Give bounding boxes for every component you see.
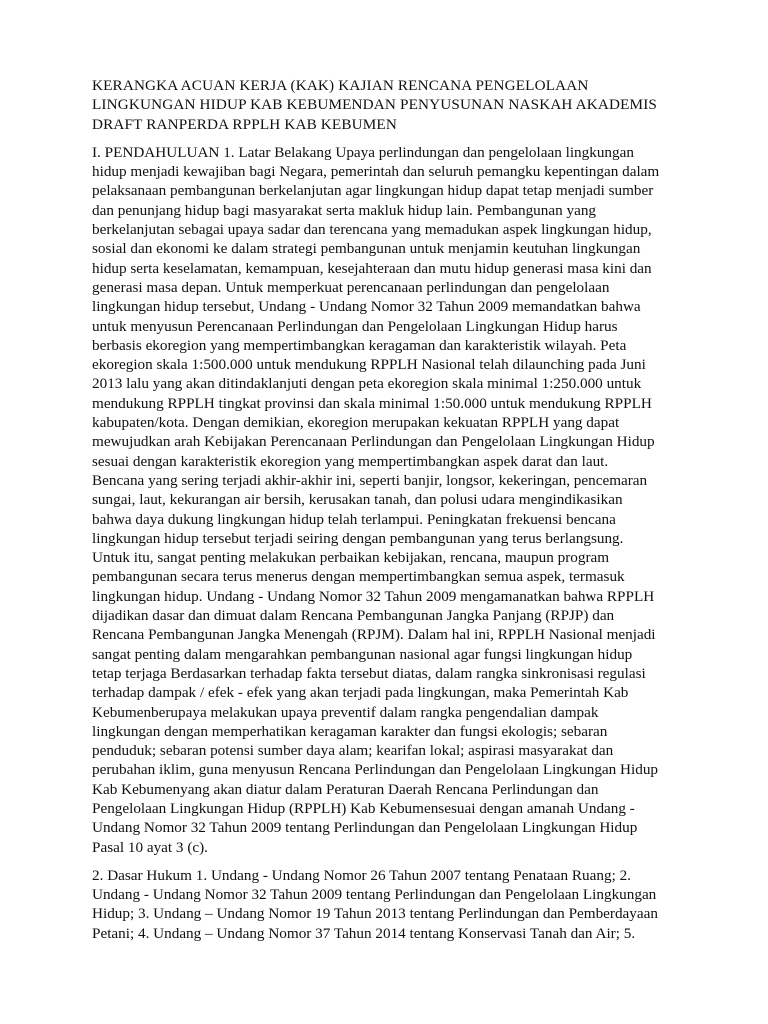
paragraph-pendahuluan: I. PENDAHULUAN 1. Latar Belakang Upaya perlindungan dan pengelolaan lingkungan hidup menjadi kewajiban bagi Negara, pemerintah dan seluruh pemangku kepentingan dalam pelaksanaan pembangunan berkelanjutan agar lingkungan hidup dapat tetap menjadi sumber dan penunjang hidup bagi masyarakat serta makluk hidup lain. Pembangunan yang berkelanjutan sebagai upaya sadar dan terencana yang memadukan aspek lingkungan hidup, sosial dan ekonomi ke dalam strategi pembangunan untuk menjamin keutuhan lingkungan hidup serta keselamatan, kemampuan, kesejahteraan dan mutu hidup generasi masa kini dan generasi masa depan. Untuk memperkuat perencanaan perlindungan dan pengelolaan lingkungan hidup tersebut, Undang - Undang Nomor 32 Tahun 2009 memandatkan bahwa untuk menyusun Perencanaan Perlindungan dan Pengelolaan Lingkungan Hidup harus berbasis ekoregion yang mempertimbangkan keragaman dan karakteristik wilayah. Peta ekoregion skala 1:500.000 untuk mendukung RPPLH Nasional telah dilaunching pada Juni 2013 lalu yang akan ditindaklanjuti dengan peta ekoregion skala minimal 1:250.000 untuk mendukung RPPLH tingkat provinsi dan skala minimal 1:50.000 untuk mendukung RPPLH kabupaten/kota. Dengan demikian, ekoregion merupakan kekuatan RPPLH yang dapat mewujudkan arah Kebijakan Perencanaan Perlindungan dan Pengelolaan Lingkungan Hidup sesuai dengan karakteristik ekoregion yang mempertimbangkan aspek darat dan laut. Bencana yang sering terjadi akhir-akhir ini, seperti banjir, longsor, kekeringan, pencemaran sungai, laut, kekurangan air bersih, kerusakan tanah, dan polusi udara mengindikasikan bahwa daya dukung lingkungan hidup telah terlampui. Peningkatan frekuensi bencana lingkungan hidup tersebut terjadi seiring dengan pembangunan yang terus berlangsung. Untuk itu, sangat penting melakukan perbaikan kebijakan, rencana, maupun program pembangunan secara terus menerus dengan mempertimbangkan semua aspek, termasuk lingkungan hidup. Undang - Undang Nomor 32 Tahun 2009 mengamanatkan bahwa RPPLH dijadikan dasar dan dimuat dalam Rencana Pembangunan Jangka Panjang (RPJP) dan Rencana Pembangunan Jangka Menengah (RPJM). Dalam hal ini, RPPLH Nasional menjadi sangat penting dalam mengarahkan pembangunan nasional agar fungsi lingkungan hidup tetap terjaga Berdasarkan terhadap fakta tersebut diatas, dalam rangka sinkronisasi regulasi terhadap dampak / efek - efek yang akan terjadi pada lingkungan, maka Pemerintah Kab Kebumenberupaya melakukan upaya preventif dalam rangka pengendalian dampak lingkungan dengan memperhatikan keragaman karakter dan fungsi ekologis; sebaran penduduk; sebaran potensi sumber daya alam; kearifan lokal; aspirasi masyarakat dan perubahan iklim, guna menyusun Rencana Perlindungan dan Pengelolaan Lingkungan Hidup Kab Kebumenyang akan diatur dalam Peraturan Daerah Rencana Perlindungan dan Pengelolaan Lingkungan Hidup (RPPLH) Kab Kebumensesuai dengan amanah Undang - Undang Nomor 32 Tahun 2009 tentang Perlindungan dan Pengelolaan Lingkungan Hidup Pasal 10 ayat 3 (c).	[92, 143, 660, 856]
document-page	[92, 76, 692, 952]
document-title: KERANGKA ACUAN KERJA (KAK) KAJIAN RENCANA PENGELOLAAN LINGKUNGAN HIDUP KAB KEBUMENDAN PENYUSUNAN NASKAH AKADEMIS DRAFT RANPERDA RPPLH KAB KEBUMEN	[92, 77, 658, 133]
paragraph-dasar-hukum: 2. Dasar Hukum 1. Undang - Undang Nomor 26 Tahun 2007 tentang Penataan Ruang; 2. Undang - Undang Nomor 32 Tahun 2009 tentang Perlindungan dan Pengelolaan Lingkungan Hidup; 3. Undang – Undang Nomor 19 Tahun 2013 tentang Perlindungan dan Pemberdayaan Petani; 4. Undang – Undang Nomor 37 Tahun 2014 tentang Konservasi Tanah dan Air; 5.	[92, 866, 658, 942]
